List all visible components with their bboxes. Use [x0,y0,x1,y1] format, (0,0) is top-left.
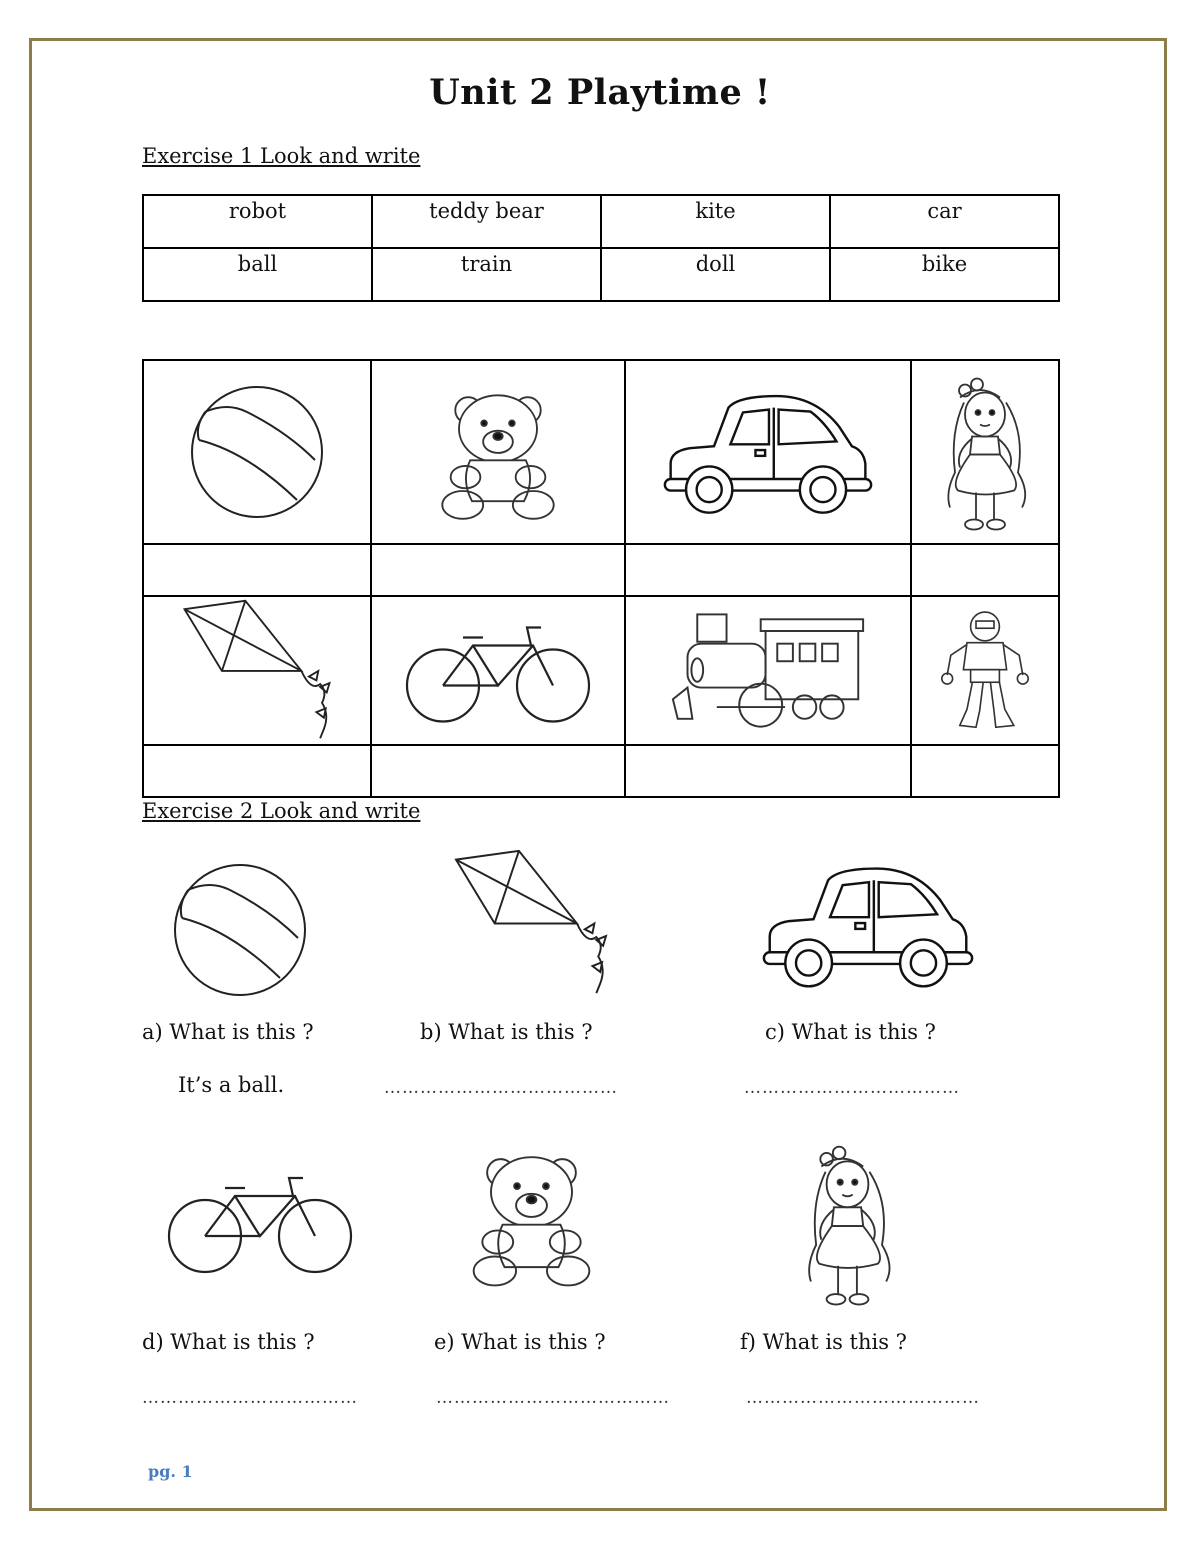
answer-d-blank[interactable]: ……………………………… [142,1388,358,1408]
picture-answer-table [142,359,1060,798]
doll-icon [930,370,1040,535]
answer-cell[interactable] [371,745,625,797]
car-icon [661,387,875,517]
exercise-2-heading: Exercise 2 Look and write [142,799,421,823]
exercise-1-heading: Exercise 1 Look and write [142,144,421,168]
ball-icon [170,860,310,1000]
worksheet-title: Unit 2 Playtime ! [429,72,771,113]
train-icon [668,608,868,733]
question-a: a) What is this ? [142,1020,314,1044]
kite-icon [446,848,616,998]
picture-cell [625,360,911,544]
answer-e-blank[interactable]: ………………………………… [436,1388,670,1408]
word-cell: bike [830,248,1059,301]
answer-cell[interactable] [371,544,625,596]
word-bank-table [142,194,1060,302]
question-d: d) What is this ? [142,1330,315,1354]
question-b: b) What is this ? [420,1020,593,1044]
picture-cell [371,596,625,745]
answer-a: It’s a ball. [178,1073,285,1097]
bike-icon [165,1165,355,1277]
question-e: e) What is this ? [434,1330,606,1354]
picture-cell [371,360,625,544]
picture-cell [625,596,911,745]
question-c: c) What is this ? [765,1020,936,1044]
ball-icon [187,382,327,522]
word-cell: ball [143,248,372,301]
picture-cell [911,596,1059,745]
answer-cell[interactable] [911,745,1059,797]
question-f: f) What is this ? [740,1330,907,1354]
answer-cell[interactable] [911,544,1059,596]
car-icon [760,852,976,998]
teddy-bear-icon [433,377,563,527]
answer-cell[interactable] [143,544,371,596]
bike-icon [403,613,593,728]
word-cell: doll [601,248,830,301]
picture-cell [143,360,371,544]
answer-b-blank[interactable]: ………………………………… [384,1078,618,1098]
kite-icon [172,598,342,743]
word-cell: train [372,248,601,301]
teddy-bear-icon [464,1142,599,1290]
picture-cell [911,360,1059,544]
page-number: pg. 1 [148,1462,193,1481]
word-cell: kite [601,195,830,248]
picture-cell [143,596,371,745]
robot-icon [940,601,1030,741]
word-cell: teddy bear [372,195,601,248]
answer-f-blank[interactable]: ………………………………… [746,1388,980,1408]
word-cell: car [830,195,1059,248]
word-cell: robot [143,195,372,248]
answer-cell[interactable] [143,745,371,797]
answer-cell[interactable] [625,544,911,596]
answer-cell[interactable] [625,745,911,797]
doll-icon [790,1140,905,1308]
answer-c-blank[interactable]: ……………………………… [744,1078,960,1098]
